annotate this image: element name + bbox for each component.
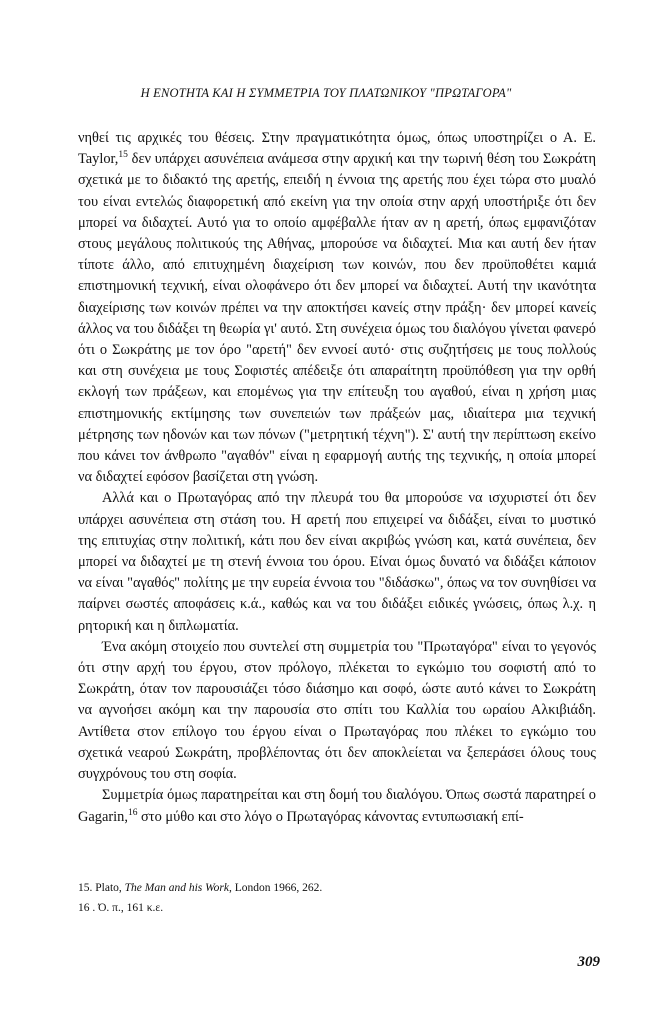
paragraph-1 [78,128,596,488]
footnote-15-rest: , London 1966, 262. [229,882,323,894]
paragraph-4-text-a: Συμμετρία όμως παρατηρείται και στη δομή του διαλόγου. Όπως σωστά παρατηρεί ο Gagarin, [78,787,596,825]
page-number: 309 [577,954,600,970]
footnote-ref-16[interactable]: 16 [127,807,138,818]
footnote-16: 16 . Ό. π., 161 κ.ε. [78,902,164,914]
body-text [78,128,596,828]
paragraph-4-text-b: στο μύθο και στο λόγο ο Πρωταγόρας κάνοντας εντυπωσιακή επί- [137,808,524,825]
footnote-15-title: The Man and his Work [124,882,229,894]
footnote-15-prefix: 15. Plato, [78,882,125,894]
footnote-15 [78,878,596,898]
footnote-ref-15[interactable]: 15 [118,150,128,161]
paragraph-3: Ένα ακόμη στοιχείο που συντελεί στη συμμετρία του "Πρωταγόρα" είναι το γεγονός ότι στην αρχή του έργου, στον πρόλογο, πλέκεται το εγκώμιο του σοφιστή από το Σωκράτη, όταν τον παρουσιάζει τόσο διάσημο και σοφό, ώστε αυτό κάνει το Σωκράτη να αγνοήσει ακόμη και την παρουσία στο σπίτι του Καλλία του ωραίου Αλκιβιάδη. Αντίθετα στον επίλογο του έργου είναι ο Πρωταγόρας που πλέκει το εγκώμιο του σχετικά νεαρού Σωκράτη, προβλέποντας ότι δεν αποκλείεται να ξεπεράσει όλους τους συγχρόνους του στη σοφία. [78,638,596,783]
paragraph-1-text-a: νηθεί τις αρχικές του θέσεις. Στην πραγματικότητα όμως, όπως υποστηρίζει ο Α. Ε. Taylor, [78,130,596,168]
paragraph-4 [78,785,596,827]
running-header: Η ΕΝΟΤΗΤΑ ΚΑΙ Η ΣΥΜΜΕΤΡΙΑ ΤΟΥ ΠΛΑΤΩΝΙΚΟΥ "ΠΡΩΤΑΓΟΡΑ" [140,86,512,100]
footnotes [78,878,596,918]
paragraph-2: Αλλά και ο Πρωταγόρας από την πλευρά του θα μπορούσε να ισχυριστεί ότι δεν υπάρχει ασυνέπεια στη στάση του. Η αρετή που επιχειρεί να διδάξει, είναι το μυστικό της επιτυχίας στην πολιτική, κάτι που δεν είναι ακριβώς γνώση και, κατά συνέπεια, δεν μπορεί να διδαχτεί με τη στενή έννοια του όρου. Είναι όμως δυνατό να διδάξει κάποιον να είναι "αγαθός" πολίτης με την ευρεία έννοια του "διδάσκω", όπως να τον συνηθίσει να παίρνει σωστές αποφάσεις κ.ά., καθώς και να του διδάξει ειδικές γνώσεις, όπως λ.χ. η ρητορική και η διπλωματία. [78,490,596,634]
paragraph-1-text-b: δεν υπάρχει ασυνέπεια ανάμεσα στην αρχική και την τωρινή θέση του Σωκράτη σχετικά με το διδακτό της αρετής, επειδή η έννοια της αρετής που έχει τώρα στο μυαλό του είναι εντελώς διαφορετική από εκείνη για την οποία στην αρχή υποστήριξε ότι δεν μπορεί να διδαχτεί. Αυτό για το οποίο αμφέβαλλε ήταν αν η αρετή, όπως εμφανιζόταν στους μεγάλους πολιτικούς της Αθήνας, μπορούσε να διδαχτεί. Μια και αυτή δεν ήταν τίποτε άλλο, από επιτυχημένη διαχείριση των κοινών, που δεν προϋποθέτει καμιά επιστημονική τεχνική, είναι ολοφάνερο ότι δεν μπορεί να διδαχτεί. Αυτή την ικανότητα διαχείρισης των κοινών πρέπει να την αποκτήσει κανείς στην πράξη· δεν μπορεί κανείς άλλος να του διδάξει τη θεωρία γι' αυτό. Στη συνέχεια όμως του διαλόγου γίνεται φανερό ότι ο Σωκράτης με τον όρο "αρετή" δεν εννοεί αυτό· στις συζητήσεις με τους πολλούς και στη συνέχεια με τους Σοφιστές απέδειξε ότι απαραίτητη προϋπόθεση για την ορθή εκλογή των πράξεων, και επομένως για την επίτευξη του αγαθού, είναι η χρήση μιας επιστημονικής εκτίμησης των συνεπειών των πράξεών μας, ιδιαίτερα μια τεχνική μέτρησης των ηδονών και των πόνων ("μετρητική τέχνη"). Σ' αυτή την περίπτωση εκείνο που κάνει τον άνθρωπο "αγαθόν" είναι η εφαρμογή αυτής της τεχνικής, η οποία μπορεί να διδαχτεί εφόσον βασίζεται στη γνώση. [78,151,596,486]
